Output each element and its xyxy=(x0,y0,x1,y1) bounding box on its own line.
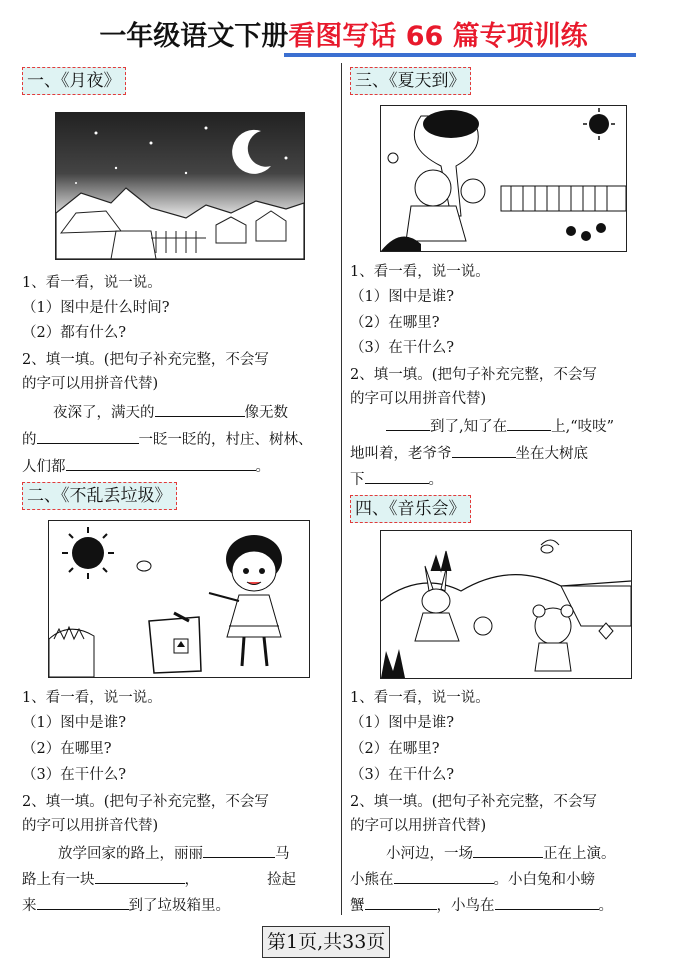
s1-blank-1[interactable] xyxy=(155,402,245,417)
s2-fill-line1 xyxy=(58,843,290,864)
s3-fill-text: 地叫着，老爷爷 xyxy=(350,446,452,462)
s3-fill-text: 上,“吱吱” xyxy=(551,419,615,435)
s1-blank-3[interactable] xyxy=(66,456,256,471)
s2-sub3: （3）在干什么? xyxy=(22,767,126,783)
s2-q1: 1、看一看，说一说。 xyxy=(22,690,162,706)
s1-blank-2[interactable] xyxy=(37,429,139,444)
s4-blank-2[interactable] xyxy=(394,869,494,884)
s3-blank-1[interactable] xyxy=(386,416,430,431)
s2-q2b: 的字可以用拼音代替) xyxy=(22,818,159,834)
s4-sub2: （2）在哪里? xyxy=(350,741,440,757)
s2-fill-text: 路上有一块 xyxy=(22,872,95,888)
s4-blank-4[interactable] xyxy=(495,895,599,910)
s3-fill-text: 到了,知了在 xyxy=(430,419,508,435)
s4-fill-text: ，小鸟在 xyxy=(436,898,495,914)
s1-q2a: 2、填一填。(把句子补充完整，不会写 xyxy=(22,352,269,368)
section-title-1: 一、《月夜》 xyxy=(22,67,126,95)
summer-grandpa-illustration xyxy=(380,105,627,252)
s1-fill-text: 夜深了，满天的 xyxy=(53,405,155,421)
s3-blank-4[interactable] xyxy=(365,469,429,484)
s4-fill-text: 。小白兔和小螃 xyxy=(493,872,595,888)
s3-sub1: （1）图中是谁? xyxy=(350,289,454,305)
s2-fill-text: 来 xyxy=(22,898,37,914)
s3-sub3: （3）在干什么? xyxy=(350,340,454,356)
s1-fill-text: 。 xyxy=(255,459,270,475)
title-black: 一年级语文下册 xyxy=(99,21,289,52)
page-number: 第1页,共33页 xyxy=(262,926,390,958)
title-red: 看图写话 66 篇专项训练 xyxy=(288,21,588,52)
s1-sub1: （1）图中是什么时间? xyxy=(22,300,170,316)
s1-fill-text: 一眨一眨的，村庄、树林、 xyxy=(138,432,313,448)
s3-sub2: （2）在哪里? xyxy=(350,315,440,331)
page-title xyxy=(0,14,687,53)
s3-q2b: 的字可以用拼音代替) xyxy=(350,391,487,407)
section-title-3: 三、《夏天到》 xyxy=(350,67,471,95)
s4-fill-text: 小河边，一场 xyxy=(386,846,473,862)
s2-fill-text: 到了垃圾箱里。 xyxy=(128,898,230,914)
s3-fill-line3 xyxy=(350,469,443,490)
s2-fill-line3 xyxy=(22,895,230,916)
s4-q2a: 2、填一填。(把句子补充完整，不会写 xyxy=(350,794,597,810)
s4-fill-line3 xyxy=(350,895,613,916)
s4-fill-text: 小熊在 xyxy=(350,872,394,888)
s1-sub2: （2）都有什么? xyxy=(22,325,126,341)
s1-fill-line1 xyxy=(53,402,288,423)
s4-fill-text: 。 xyxy=(598,898,613,914)
s2-fill-text: 放学回家的路上，丽丽 xyxy=(58,846,203,862)
s4-fill-line1 xyxy=(386,843,616,864)
section-title-2: 二、《不乱丢垃圾》 xyxy=(22,482,177,510)
s3-q2a: 2、填一填。(把句子补充完整，不会写 xyxy=(350,367,597,383)
s2-blank-2[interactable] xyxy=(95,869,185,884)
s4-q2b: 的字可以用拼音代替) xyxy=(350,818,487,834)
s2-sub2: （2）在哪里? xyxy=(22,741,112,757)
s3-fill-line1 xyxy=(386,416,614,437)
s3-fill-text: 。 xyxy=(428,472,443,488)
s4-q1: 1、看一看，说一说。 xyxy=(350,690,490,706)
s4-blank-3[interactable] xyxy=(365,895,437,910)
s1-q1: 1、看一看，说一说。 xyxy=(22,275,162,291)
s1-fill-text: 的 xyxy=(22,432,37,448)
s4-blank-1[interactable] xyxy=(473,843,543,858)
s2-fill-text: 马 xyxy=(275,846,290,862)
s3-fill-text: 下 xyxy=(350,472,365,488)
s4-sub3: （3）在干什么? xyxy=(350,767,454,783)
s2-blank-3[interactable] xyxy=(37,895,129,910)
litter-girl-illustration xyxy=(48,520,310,678)
s3-blank-3[interactable] xyxy=(452,443,516,458)
s3-fill-line2 xyxy=(350,443,588,464)
s1-q2b: 的字可以用拼音代替) xyxy=(22,376,159,392)
concert-animals-illustration xyxy=(380,530,632,679)
s2-sub1: （1）图中是谁? xyxy=(22,715,126,731)
s2-q2a: 2、填一填。(把句子补充完整，不会写 xyxy=(22,794,269,810)
s2-blank-1[interactable] xyxy=(203,843,275,858)
s1-fill-line2 xyxy=(22,429,313,450)
s4-fill-text: 正在上演。 xyxy=(543,846,616,862)
s3-fill-text: 坐在大树底 xyxy=(515,446,588,462)
s1-fill-text: 人们都 xyxy=(22,459,66,475)
s2-fill-line2 xyxy=(22,869,296,890)
column-divider xyxy=(341,63,342,915)
title-underline xyxy=(284,53,636,57)
s4-sub1: （1）图中是谁? xyxy=(350,715,454,731)
s2-fill-text: 捡起 xyxy=(267,872,296,888)
s3-q1: 1、看一看，说一说。 xyxy=(350,264,490,280)
s1-fill-line3 xyxy=(22,456,270,477)
moon-night-illustration xyxy=(55,112,305,260)
s2-fill-text: ， xyxy=(184,872,199,888)
section-title-4: 四、《音乐会》 xyxy=(350,495,471,523)
s1-fill-text: 像无数 xyxy=(244,405,288,421)
s4-fill-text: 蟹 xyxy=(350,898,365,914)
s3-blank-2[interactable] xyxy=(507,416,551,431)
s4-fill-line2 xyxy=(350,869,595,890)
